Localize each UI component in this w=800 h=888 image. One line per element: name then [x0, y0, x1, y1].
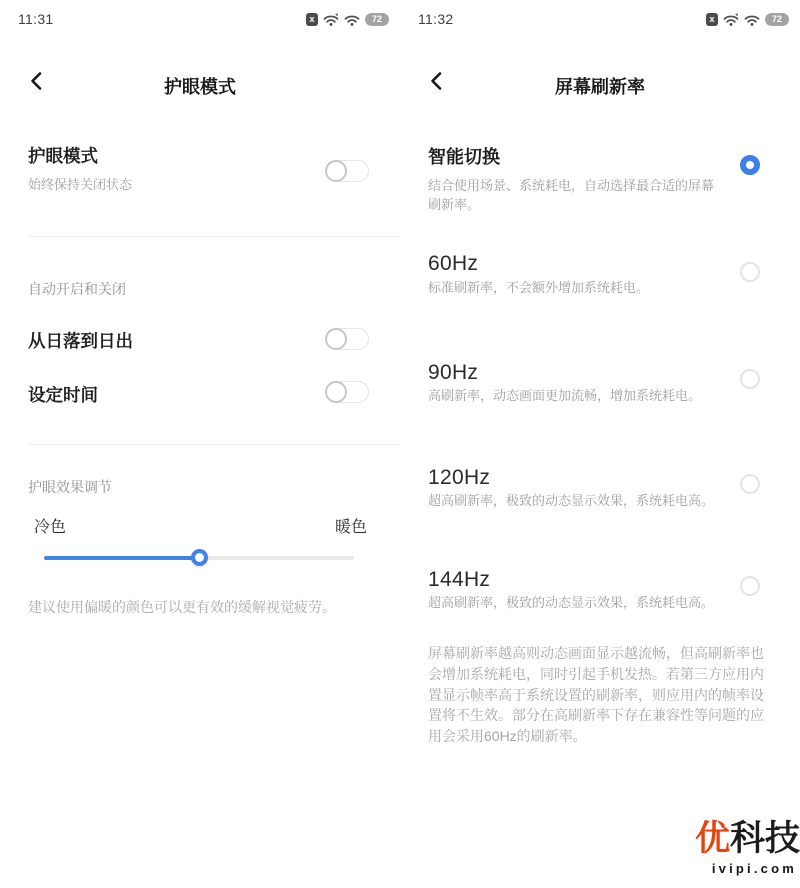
status-time: 11:31 — [18, 11, 54, 27]
option-desc: 标准刷新率，不会额外增加系统耗电。 — [428, 280, 650, 295]
status-bar — [0, 8, 400, 30]
status-bar — [400, 8, 800, 30]
option-title: 144Hz — [428, 568, 491, 591]
slider-fill — [44, 556, 199, 560]
color-temp-slider-thumb[interactable] — [191, 549, 208, 566]
wifi-speed-icon — [723, 13, 739, 26]
radio-3[interactable] — [740, 474, 760, 494]
status-time: 11:32 — [418, 11, 454, 27]
slider-cold-label: 冷色 — [34, 519, 67, 536]
watermark-logo-black: 科技 — [729, 819, 800, 858]
wifi-icon — [344, 13, 360, 26]
divider — [28, 444, 400, 445]
option-desc: 高刷新率，动态画面更加流畅，增加系统耗电。 — [428, 388, 702, 403]
wifi-speed-icon — [323, 13, 339, 26]
watermark-domain: ivipi.com — [711, 861, 797, 876]
battery-icon: 72 — [765, 13, 789, 26]
toggle-knob — [325, 160, 347, 182]
sunset-sunrise-row[interactable] — [0, 324, 400, 356]
eye-protection-toggle[interactable] — [325, 160, 369, 182]
option-desc: 超高刷新率，极致的动态显示效果，系统耗电高。 — [428, 493, 715, 508]
page-title: 护眼模式 — [164, 77, 236, 97]
radio-4[interactable] — [740, 576, 760, 596]
watermark-logo — [695, 820, 800, 859]
toggle-knob — [325, 381, 347, 403]
option-title: 120Hz — [428, 466, 491, 489]
sim-missing-icon: x — [306, 13, 318, 26]
option-desc: 超高刷新率，极致的动态显示效果，系统耗电高。 — [428, 595, 715, 610]
set-time-toggle[interactable] — [325, 381, 369, 403]
row-title: 护眼模式 — [28, 146, 98, 166]
wifi-icon — [744, 13, 760, 26]
refresh-option-90hz[interactable] — [400, 355, 800, 411]
radio-2[interactable] — [740, 369, 760, 389]
option-title: 智能切换 — [428, 147, 500, 167]
page-title: 屏幕刷新率 — [555, 77, 645, 97]
slider-warm-label: 暖色 — [334, 519, 367, 536]
watermark-logo-red: 优 — [694, 819, 730, 858]
section-auto-label: 自动开启和关闭 — [28, 281, 126, 297]
row-subtitle: 始终保持关闭状态 — [28, 177, 133, 192]
option-title: 60Hz — [428, 252, 479, 275]
sunset-sunrise-toggle[interactable] — [325, 328, 369, 350]
divider — [28, 236, 400, 237]
warm-color-hint: 建议使用偏暖的颜色可以更有效的缓解视觉疲劳。 — [28, 599, 336, 615]
sim-missing-icon: x — [706, 13, 718, 26]
refresh-rate-footnote: 屏幕刷新率越高则动态画面显示越流畅，但高刷新率也会增加系统耗电，同时引起手机发热。若第三方应用内置显示帧率高于系统设置的刷新率，则应用内的帧率设置将不生效。部分在高刷新率下存在兼容性等问题的应用会采用60Hz的刷新率。 — [428, 645, 764, 745]
option-title: 90Hz — [428, 361, 479, 384]
section-effect-label: 护眼效果调节 — [28, 479, 112, 495]
row-title: 设定时间 — [28, 385, 98, 405]
refresh-rate-screen — [400, 0, 800, 888]
set-time-row[interactable] — [0, 377, 400, 409]
radio-0[interactable] — [740, 155, 760, 175]
row-title: 从日落到日出 — [28, 331, 133, 351]
refresh-option-60hz[interactable] — [400, 246, 800, 302]
battery-icon: 72 — [365, 13, 389, 26]
refresh-option-smart[interactable] — [400, 138, 800, 212]
toggle-knob — [325, 328, 347, 350]
status-icons — [306, 10, 389, 28]
radio-1[interactable] — [740, 262, 760, 282]
status-icons — [706, 10, 789, 28]
option-desc: 结合使用场景、系统耗电，自动选择最合适的屏幕刷新率。 — [428, 178, 715, 212]
refresh-option-120hz[interactable] — [400, 460, 800, 516]
eye-protection-toggle-row[interactable] — [0, 138, 400, 200]
refresh-option-144hz[interactable] — [400, 562, 800, 618]
